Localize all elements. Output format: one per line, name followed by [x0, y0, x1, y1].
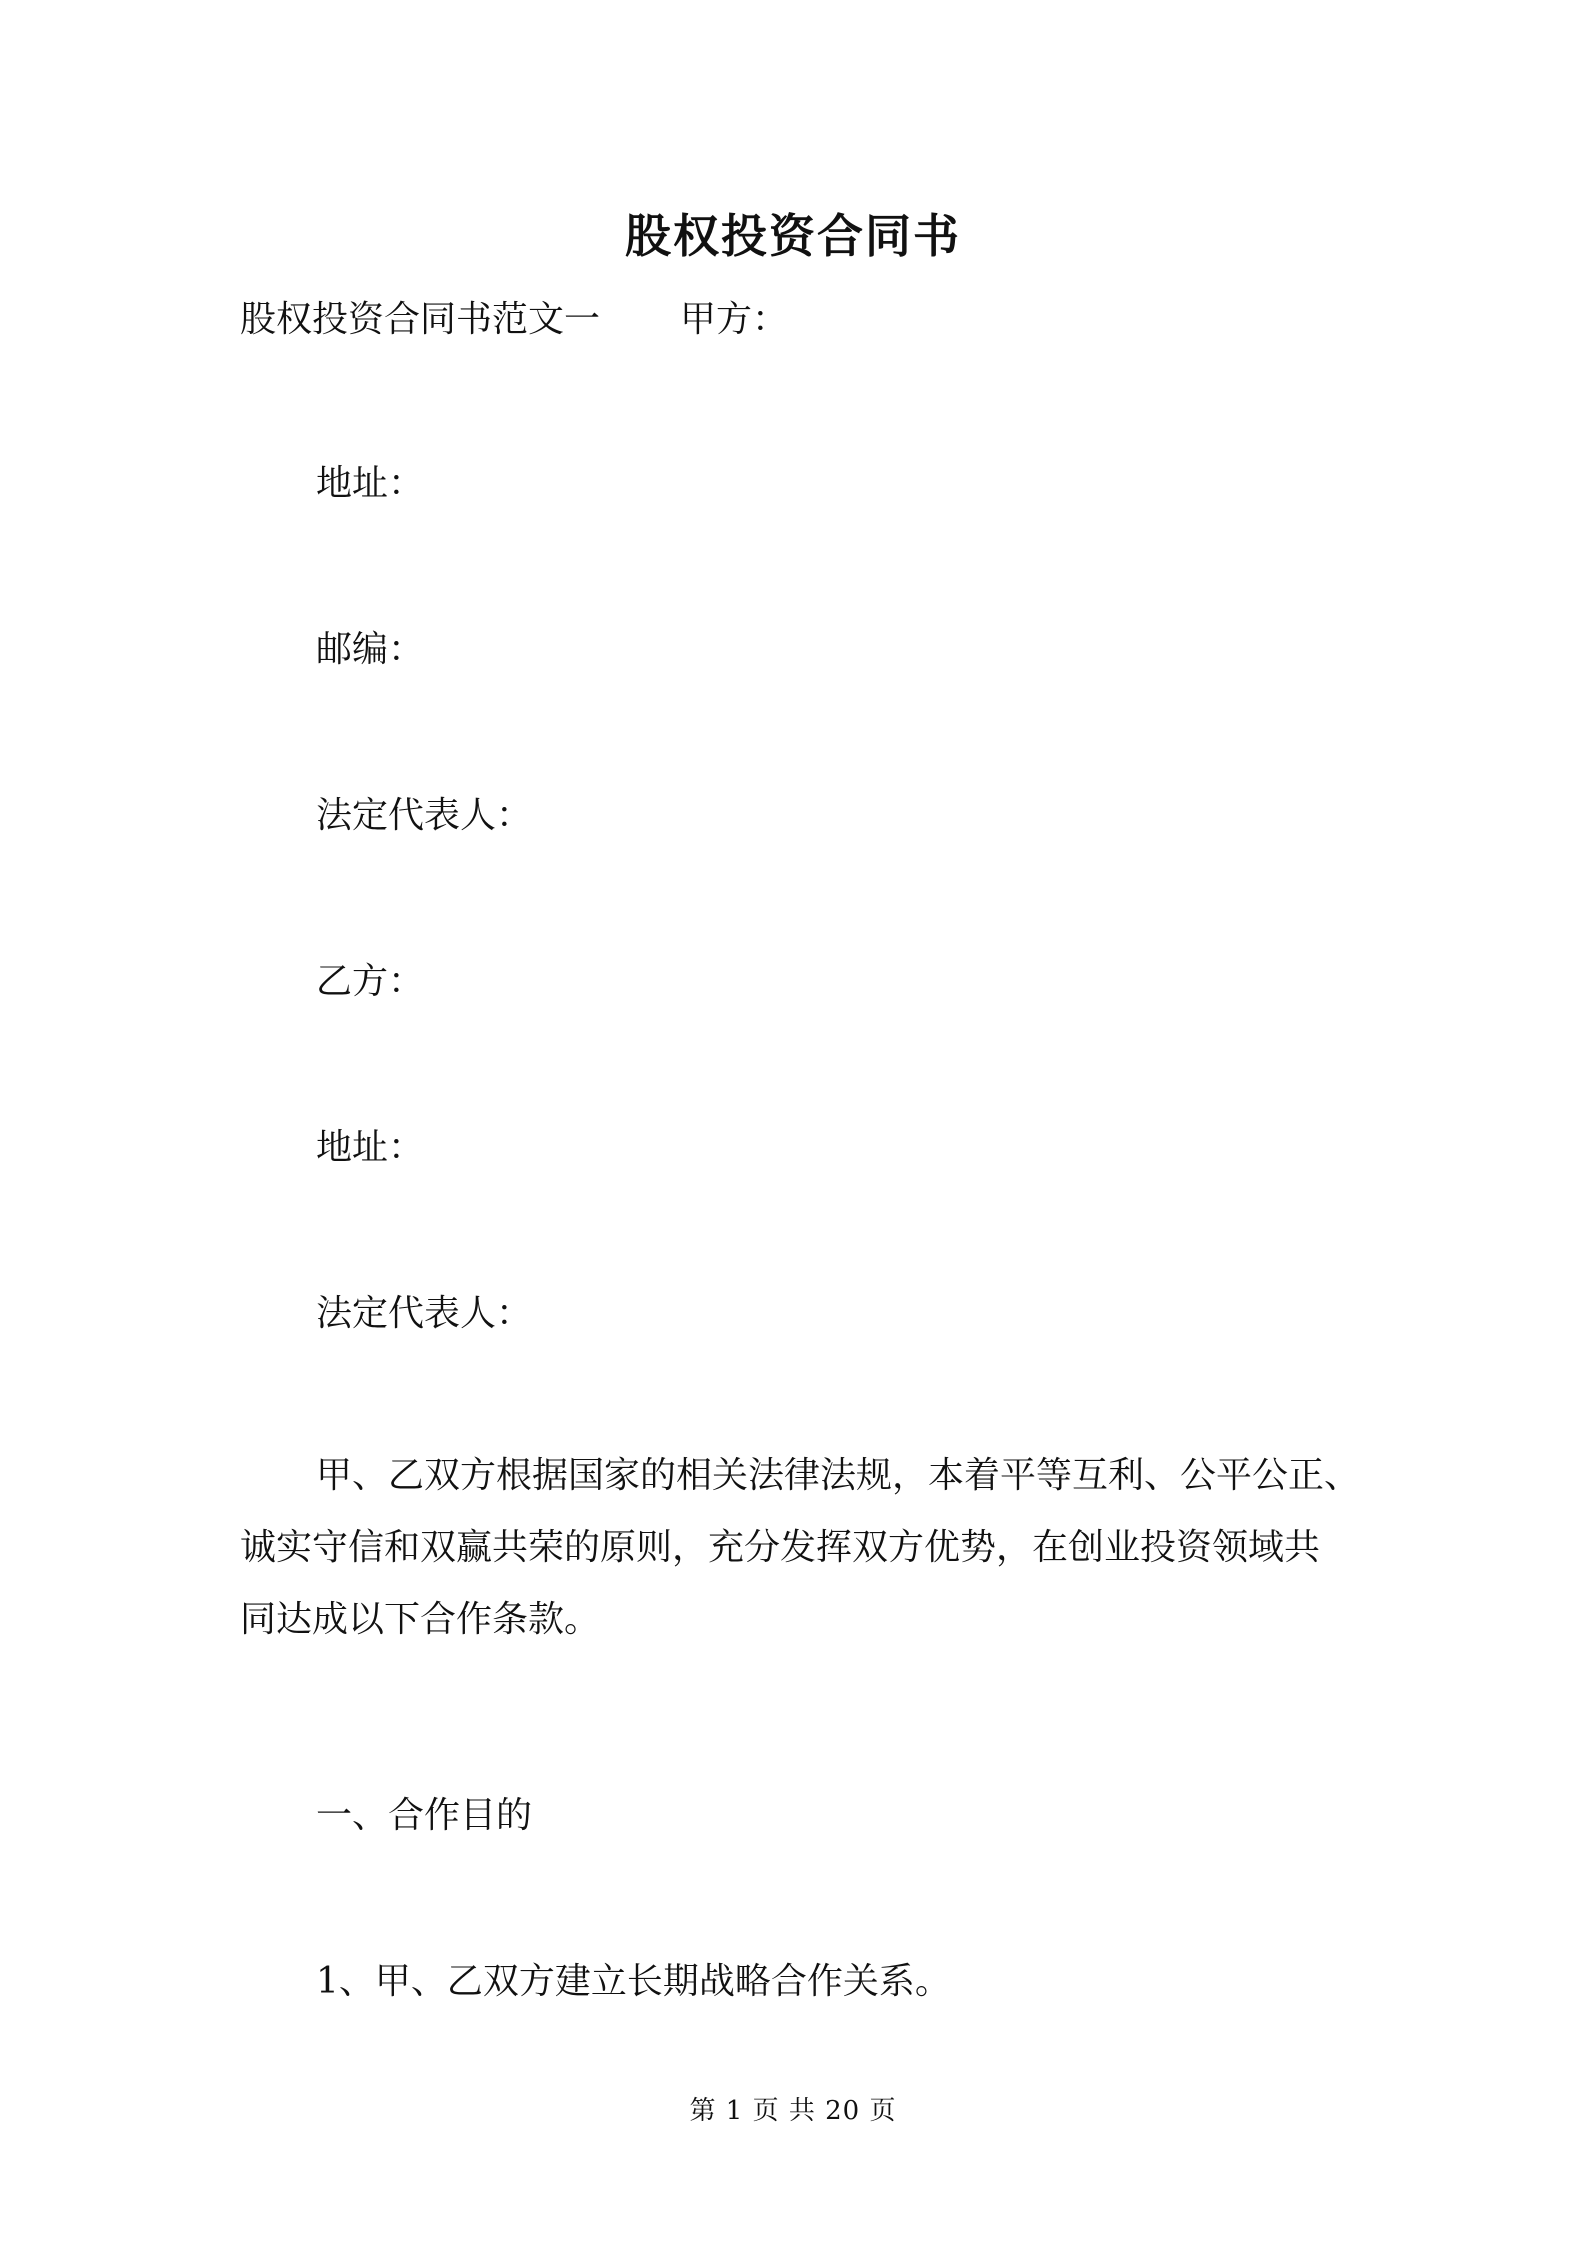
intro-line-3: 同达成以下合作条款。 — [240, 1599, 601, 1640]
field-legal-rep-a: 法定代表人： — [316, 795, 533, 836]
intro-line-1: 甲、乙双方根据国家的相关法律法规，本着平等互利、公平公正、 — [316, 1455, 1361, 1496]
field-address-b: 地址： — [316, 1127, 425, 1168]
field-postcode: 邮编： — [316, 629, 425, 670]
field-party-b: 乙方： — [316, 961, 425, 1002]
document-subtitle: 股权投资合同书范文一 — [240, 299, 601, 340]
field-address-a: 地址： — [316, 463, 425, 504]
document-title: 股权投资合同书 — [625, 209, 961, 263]
section-1-heading: 一、合作目的 — [316, 1795, 533, 1836]
field-legal-rep-b: 法定代表人： — [316, 1293, 533, 1334]
page-number-footer: 第 1 页 共 20 页 — [689, 2096, 897, 2126]
intro-line-2: 诚实守信和双赢共荣的原则，充分发挥双方优势，在创业投资领域共 — [240, 1527, 1321, 1568]
intro-paragraph — [240, 1440, 1360, 1656]
document-subtitle-row — [240, 296, 788, 344]
party-a-label: 甲方： — [680, 299, 789, 340]
clause-1: 1、甲、乙双方建立长期战略合作关系。 — [316, 1961, 951, 2002]
